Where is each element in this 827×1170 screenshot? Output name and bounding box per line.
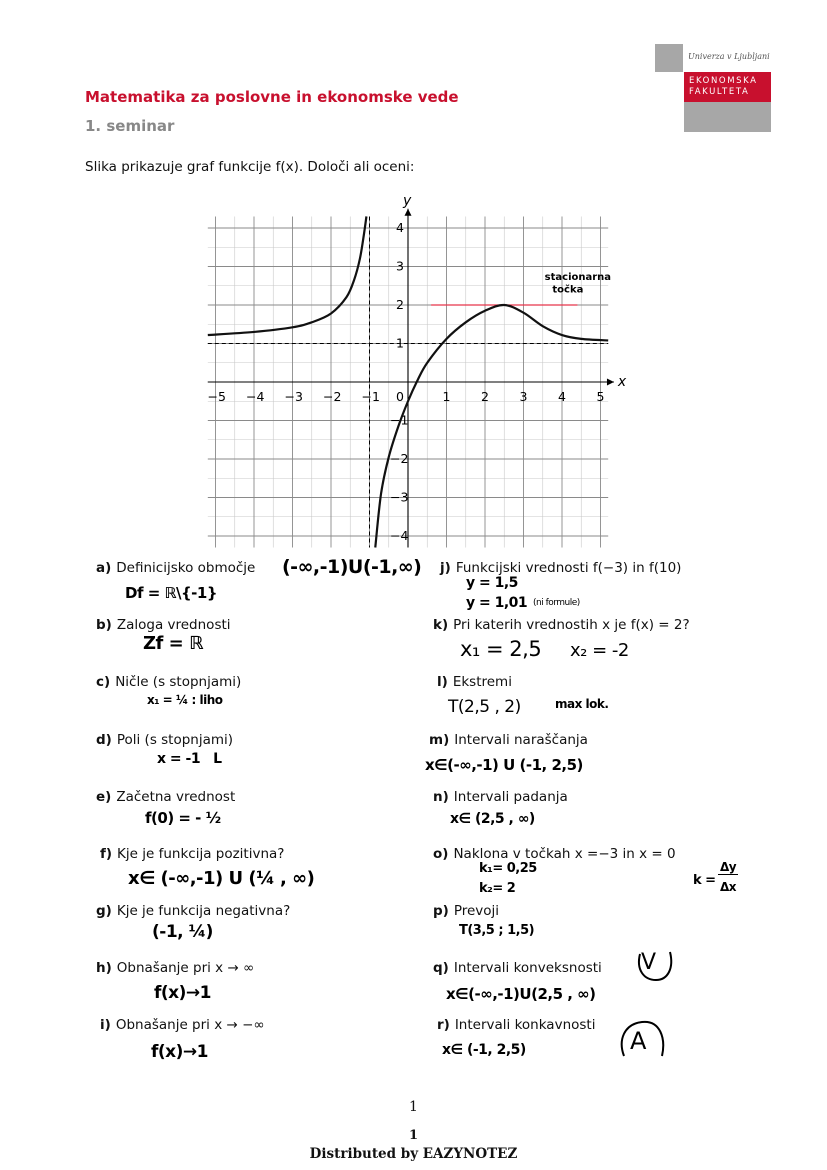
slope-formula-denominator: Δx <box>720 880 737 894</box>
university-name: Univerza v Ljubljani <box>688 52 770 61</box>
answer-p1: T(3,5 ; 1,5) <box>459 923 535 938</box>
question-n: n) Intervali padanja <box>433 789 568 805</box>
logo-gray-block <box>684 102 771 132</box>
slope-formula-k: k = <box>693 873 716 888</box>
x-tick-label: −2 <box>323 389 342 404</box>
answer-k1: x₁ = 2,5 <box>460 637 542 661</box>
answer-q1: x∈(-∞,-1)U(2,5 , ∞) <box>446 985 596 1003</box>
question-m: m) Intervali naraščanja <box>429 732 588 748</box>
y-tick-label: 2 <box>396 297 404 312</box>
function-curve-1 <box>208 216 367 335</box>
x-tick-label: 4 <box>558 389 566 404</box>
question-l: l) Ekstremi <box>437 674 512 690</box>
faculty-logo <box>684 72 771 102</box>
y-tick-label: 1 <box>396 335 404 351</box>
question-q: q) Intervali konveksnosti <box>433 960 602 976</box>
y-tick-label: −3 <box>390 489 409 505</box>
question-i: i) Obnašanje pri x → −∞ <box>100 1017 265 1033</box>
logo-gray-square <box>655 44 683 72</box>
y-axis-label: y <box>403 192 412 209</box>
page-number-2: 1 <box>408 1128 419 1143</box>
question-o: o) Naklona v točkah x =−3 in x = 0 <box>433 846 676 862</box>
question-c: c) Ničle (s stopnjami) <box>96 674 242 690</box>
answer-b1: Zf = ℝ <box>143 633 203 654</box>
x-tick-label: 1 <box>442 389 451 404</box>
answer-r1: x∈ (-1, 2,5) <box>442 1042 526 1058</box>
answer-g1: (-1, ¼) <box>152 922 213 942</box>
question-e: e) Začetna vrednost <box>96 789 236 805</box>
x-axis-arrow <box>607 379 614 386</box>
x-tick-label: −5 <box>207 389 226 404</box>
question-b: b) Zaloga vrednosti <box>96 617 231 633</box>
answer-c1: x₁ = ¼ : liho <box>147 693 223 707</box>
x-tick-label: −1 <box>361 389 380 404</box>
intro-text: Slika prikazuje graf funkcije f(x). Določi ali oceni: <box>85 159 415 175</box>
answer-o1: k₁= 0,25 <box>479 861 537 876</box>
answer-n1: x∈ (2,5 , ∞) <box>450 811 535 827</box>
answer-j-note: (ni formule) <box>533 598 580 608</box>
x-axis-label: x <box>617 374 627 390</box>
concave-circle <box>616 1018 668 1060</box>
answer-e1: f(0) = - ½ <box>145 809 221 827</box>
answer-l1: T(2,5 , 2) <box>448 697 521 717</box>
function-graph <box>195 192 625 547</box>
x-tick-label: 2 <box>481 389 489 404</box>
answer-a2: Df = ℝ\{-1} <box>125 584 218 602</box>
question-j: j) Funkcijski vrednosti f(−3) in f(10) <box>440 560 682 576</box>
y-axis-arrow <box>405 209 412 216</box>
answer-l2: max lok. <box>555 697 609 711</box>
y-tick-label: 4 <box>396 220 404 235</box>
x-tick-label: 5 <box>596 389 605 404</box>
page-number: 1 <box>409 1099 418 1115</box>
question-d: d) Poli (s stopnjami) <box>96 732 234 748</box>
question-a: a) Definicijsko območje <box>96 560 256 576</box>
question-p: p) Prevoji <box>433 903 500 919</box>
answer-o2: k₂= 2 <box>479 881 516 896</box>
concave-mark: A <box>630 1027 646 1055</box>
answer-j1: y = 1,5 <box>466 575 518 591</box>
y-tick-label: 3 <box>396 258 404 274</box>
annotation <box>545 272 611 296</box>
answer-k2: x₂ = -2 <box>570 640 629 661</box>
answer-h1: f(x)→1 <box>154 983 211 1003</box>
question-h: h) Obnašanje pri x → ∞ <box>96 960 255 976</box>
question-f: f) Kje je funkcija pozitivna? <box>100 846 285 862</box>
axes <box>208 193 627 548</box>
answer-m1: x∈(-∞,-1) U (-1, 2,5) <box>425 756 583 774</box>
answer-d1: x = -1 L <box>157 751 222 767</box>
function-curve-2 <box>375 305 608 548</box>
y-tick-label: −2 <box>390 451 409 466</box>
faculty-line-2: FAKULTETA <box>689 87 750 97</box>
question-r: r) Intervali konkavnosti <box>437 1017 596 1033</box>
x-tick-label: −3 <box>284 389 303 404</box>
faculty-line-1: EKONOMSKA <box>689 76 758 86</box>
answer-i1: f(x)→1 <box>151 1042 208 1062</box>
annotation-line-1: stacionarna <box>544 271 612 283</box>
convex-circle <box>634 948 676 984</box>
x-tick-label: 0 <box>396 389 404 404</box>
answer-f1: x∈ (-∞,-1) U (¼ , ∞) <box>128 868 315 889</box>
answer-a1: (-∞,-1)U(-1,∞) <box>282 556 422 578</box>
distributed-by: Distributed by EAZYNOTEZ <box>309 1146 518 1162</box>
convex-mark: V <box>641 950 656 975</box>
annotation-line-2: točka <box>552 284 584 296</box>
slope-formula-numerator: Δy <box>720 860 737 874</box>
question-g: g) Kje je funkcija negativna? <box>96 903 291 919</box>
x-tick-label: −4 <box>246 389 265 404</box>
y-tick-label: −4 <box>390 528 409 543</box>
page-subtitle: 1. seminar <box>85 117 175 135</box>
answer-j2: y = 1,01 <box>466 595 528 611</box>
page-title: Matematika za poslovne in ekonomske vede <box>85 88 459 106</box>
x-tick-label: 3 <box>519 389 528 404</box>
question-k: k) Pri katerih vrednostih x je f(x) = 2? <box>433 617 690 633</box>
y-tick-label: −1 <box>390 412 409 428</box>
